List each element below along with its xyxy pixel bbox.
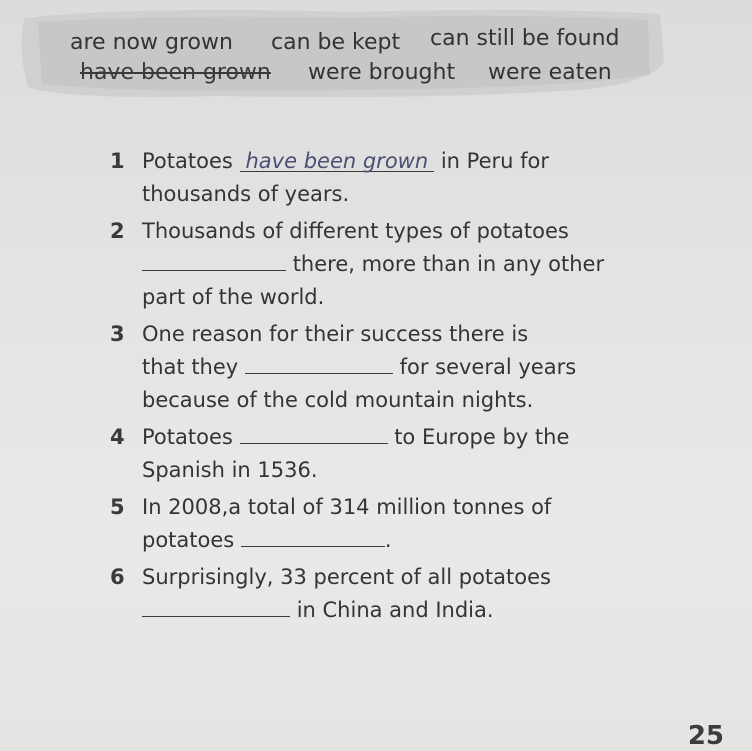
exercise-item <box>110 145 670 211</box>
item-text: that they <box>142 355 239 379</box>
word-option: are now grown <box>70 30 233 55</box>
item-line: Spanish in 1536. <box>142 458 318 482</box>
item-line: thousands of years. <box>142 182 350 206</box>
answer-blank[interactable] <box>142 270 286 271</box>
word-option-crossed-out: have been grown <box>80 60 271 85</box>
item-line: because of the cold mountain nights. <box>142 388 534 412</box>
item-text: in Peru for <box>440 149 549 173</box>
page-number: 25 <box>687 721 724 751</box>
word-option: can be kept <box>271 30 401 55</box>
item-line <box>110 421 670 454</box>
item-text: potatoes <box>142 528 235 552</box>
word-option: can still be found <box>430 26 620 51</box>
item-number: 4 <box>110 425 125 449</box>
item-number: 6 <box>110 565 125 589</box>
item-number: 2 <box>110 219 125 243</box>
item-line: In 2008,a total of 314 million tonnes of <box>142 495 552 519</box>
word-box <box>18 4 668 100</box>
item-line <box>110 145 670 178</box>
exercise-item <box>110 215 670 314</box>
exercise-list <box>110 145 670 627</box>
item-line <box>110 351 670 384</box>
answer-blank[interactable] <box>245 373 393 374</box>
item-line: One reason for their success there is <box>142 322 529 346</box>
exercise-item <box>110 318 670 417</box>
item-number: 1 <box>110 149 125 173</box>
item-line <box>110 594 670 627</box>
exercise-item <box>110 421 670 487</box>
item-number: 3 <box>110 322 125 346</box>
item-text: to Europe by the <box>394 425 570 449</box>
item-line <box>110 524 670 557</box>
item-text: there, more than in any other <box>292 252 605 276</box>
item-text: in China and India. <box>296 598 494 622</box>
answer-blank[interactable] <box>240 443 388 444</box>
item-text: . <box>384 528 392 552</box>
filled-answer: have been grown <box>240 151 435 172</box>
exercise-item <box>110 561 670 627</box>
answer-blank[interactable] <box>142 616 290 617</box>
item-text: for several years <box>399 355 577 379</box>
answer-blank[interactable] <box>241 546 385 547</box>
item-number: 5 <box>110 495 125 519</box>
item-text: Potatoes <box>142 425 233 449</box>
word-option: were brought <box>308 60 456 85</box>
item-line: Thousands of different types of potatoes <box>142 219 569 243</box>
item-line: part of the world. <box>142 285 325 309</box>
item-text: Potatoes <box>142 149 233 173</box>
exercise-item <box>110 491 670 557</box>
word-option: were eaten <box>488 60 612 85</box>
item-line: Surprisingly, 33 percent of all potatoes <box>142 565 551 589</box>
item-line <box>110 248 670 281</box>
